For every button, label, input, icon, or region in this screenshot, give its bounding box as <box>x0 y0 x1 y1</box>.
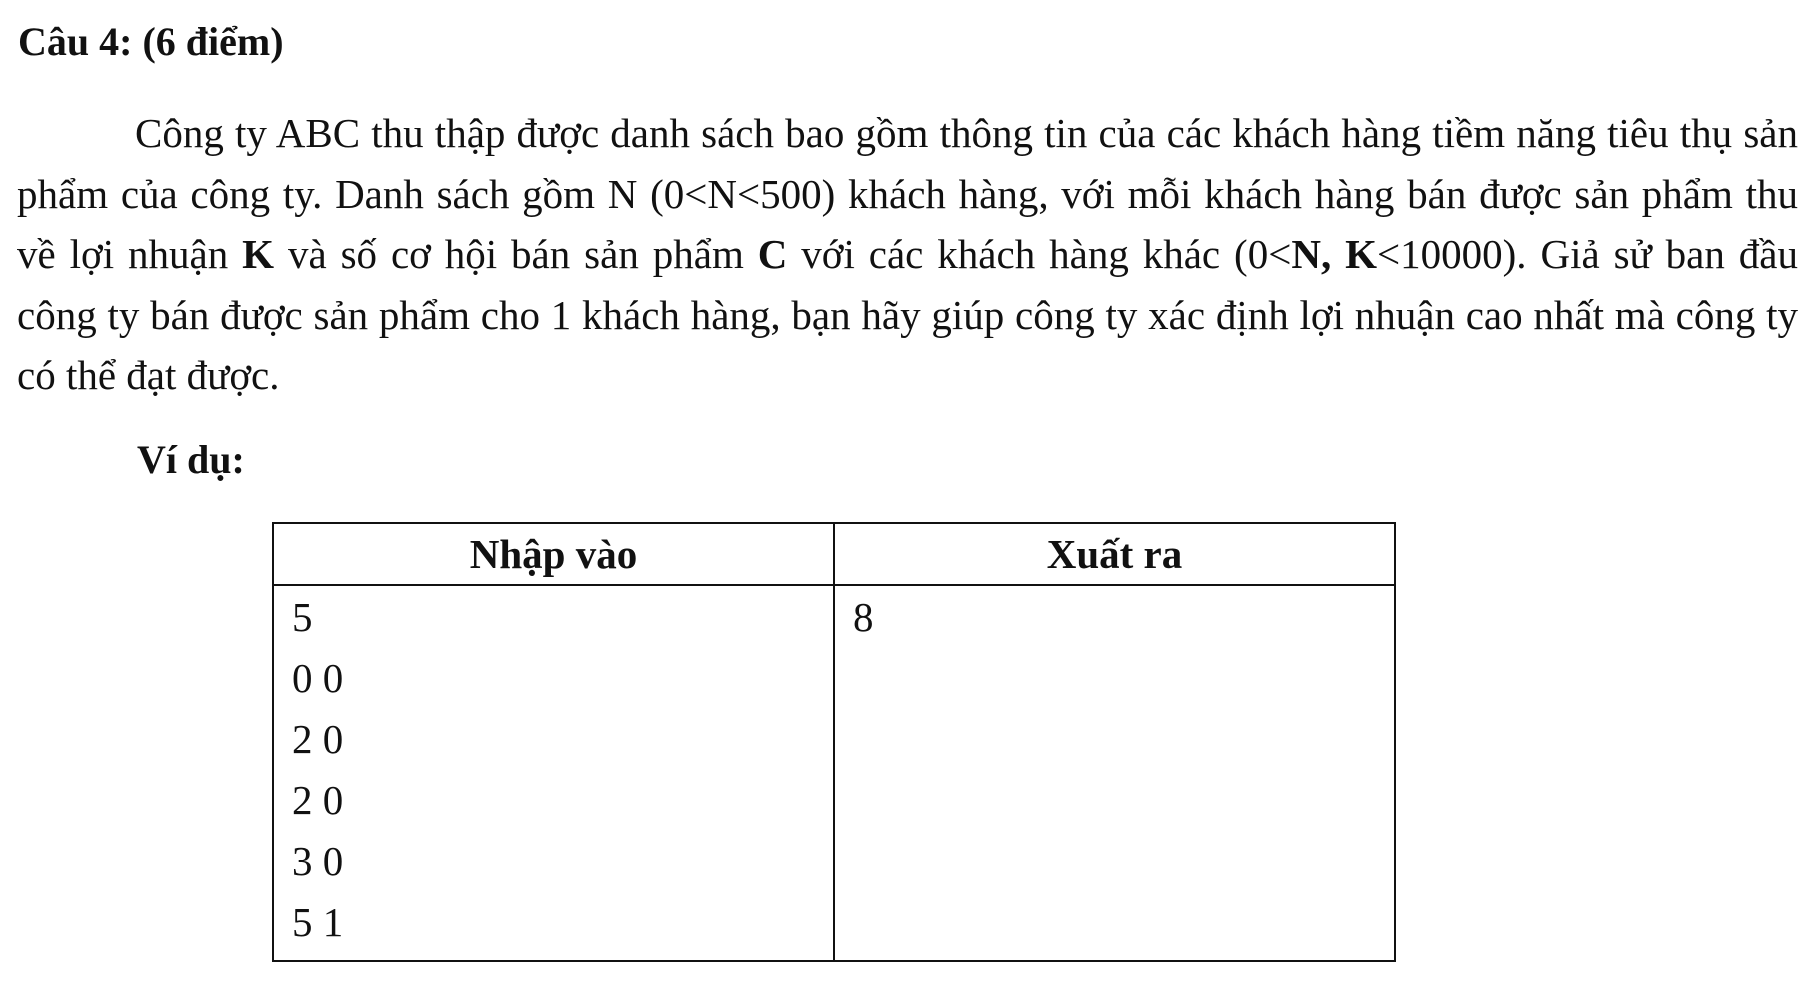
input-line: 2 0 <box>292 777 344 823</box>
problem-text-part-1: Công ty ABC thu thập được danh sách bao gồm thông tin của các khách hàng tiềm năng tiêu thụ sản phẩm của công ty. Danh sách gồm N (0<N<500) khách hàng, với mỗi khách hàng bán được sản phẩm thu về lợi nhuận <box>17 110 1798 277</box>
variables-n-k: N, K <box>1291 231 1378 277</box>
example-label: Ví dụ: <box>137 437 245 482</box>
problem-text-part-3: với các khách hàng khác (0< <box>787 231 1292 277</box>
question-title: Câu 4: (6 điểm) <box>18 19 284 64</box>
input-line: 5 <box>292 594 313 640</box>
output-cell <box>834 585 1395 961</box>
variable-c: C <box>757 231 788 277</box>
output-column-header: Xuất ra <box>834 523 1395 585</box>
input-cell <box>273 585 834 961</box>
input-line: 5 1 <box>292 899 344 945</box>
problem-statement <box>17 103 1798 406</box>
output-line: 8 <box>853 594 874 640</box>
input-column-header: Nhập vào <box>273 523 834 585</box>
input-line: 3 0 <box>292 838 344 884</box>
input-line: 2 0 <box>292 716 344 762</box>
problem-text-part-4: <10000). Giả sử ban đầu công ty bán được sản phẩm cho 1 khách hàng, bạn hãy giúp công ty xác định lợi nhuận cao nhất mà công ty có thể đạt được. <box>17 231 1798 398</box>
example-io-table <box>272 522 1396 962</box>
problem-text-part-2: và số cơ hội bán sản phẩm <box>274 231 758 277</box>
table-header-row <box>273 523 1395 585</box>
input-line: 0 0 <box>292 655 344 701</box>
variable-k: K <box>242 231 275 277</box>
table-row <box>273 585 1395 961</box>
